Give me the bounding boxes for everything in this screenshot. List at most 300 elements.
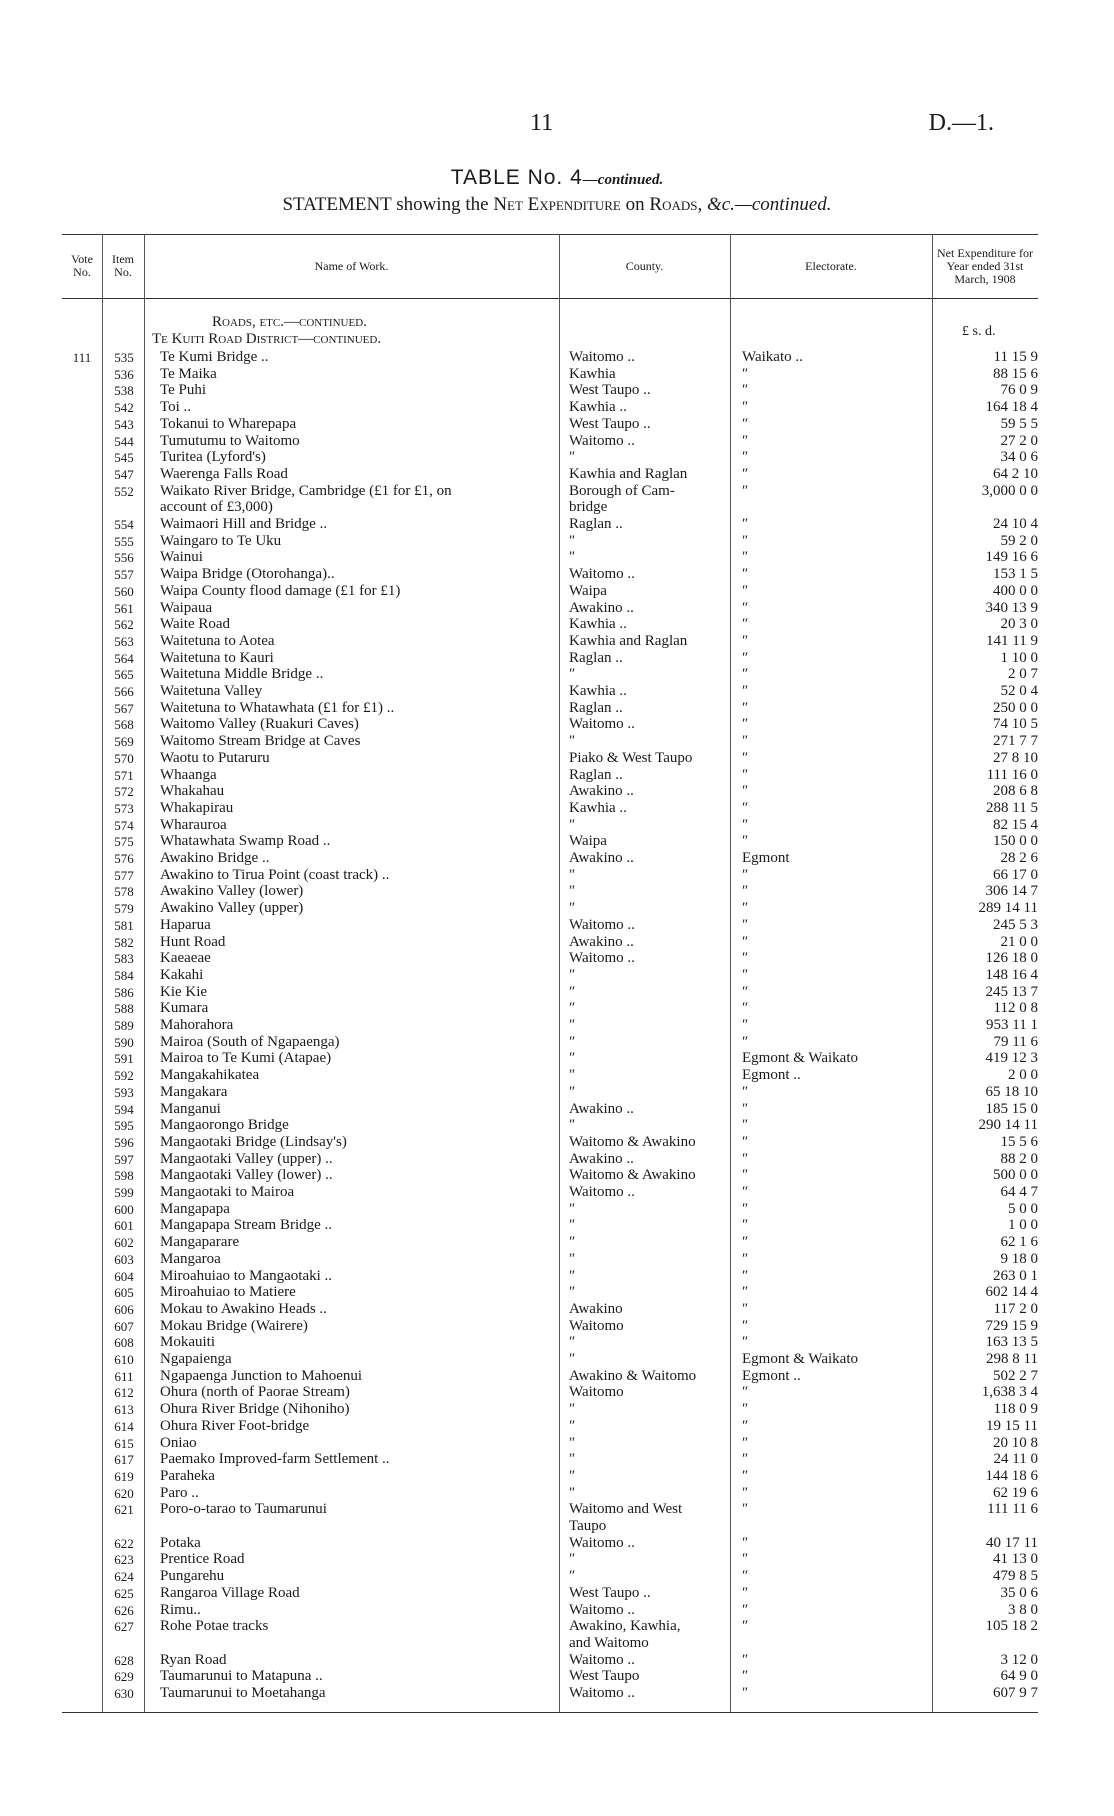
county-name: ″: [569, 1467, 576, 1484]
electorate-name: ″: [742, 1217, 749, 1234]
item-number: 589: [114, 1018, 134, 1033]
electorate-name: ″: [742, 950, 749, 967]
item-number: 575: [114, 834, 134, 850]
table-row: [62, 1418, 1038, 1435]
item-number: 606: [114, 1301, 134, 1317]
table-row: [62, 1000, 1038, 1017]
county-name: ″: [569, 1551, 576, 1568]
work-name: Mairoa (South of Ngapaenga): [160, 1033, 340, 1050]
item-number: 593: [114, 1084, 134, 1100]
table-row: [62, 1401, 1038, 1418]
work-name: Paraheka: [160, 1467, 215, 1484]
county-name: Waitomo: [569, 1317, 624, 1334]
county-name: ″: [569, 1217, 576, 1234]
table-row: [62, 1618, 1038, 1635]
expenditure-table: [62, 234, 1038, 1714]
work-name: Wharauroa: [160, 816, 227, 833]
expenditure-amount: 34 0 6: [1000, 449, 1038, 466]
item-number: 543: [114, 416, 134, 432]
electorate-name: ″: [742, 449, 749, 466]
expenditure-amount: 41 13 0: [993, 1551, 1038, 1568]
item-number: 552: [114, 483, 134, 499]
work-name: Awakino Valley (lower): [160, 883, 304, 900]
district-heading-text: Te Kuiti Road District—continued.: [152, 331, 382, 347]
county-name: Kawhia ..: [569, 616, 627, 633]
electorate-name: ″: [742, 1167, 749, 1184]
table-row: [62, 1117, 1038, 1134]
electorate-name: ″: [742, 516, 749, 532]
electorate-name: ″: [742, 749, 749, 766]
work-name: Waitetuna Middle Bridge ..: [160, 666, 324, 683]
column-header-vote: Vote No.: [71, 252, 93, 279]
electorate-name: ″: [742, 482, 749, 499]
work-name: Ohura River Foot-bridge: [160, 1417, 310, 1434]
county-name: Kawhia ..: [569, 799, 627, 816]
county-name: Kawhia and Raglan: [569, 632, 688, 649]
work-name: Toi ..: [160, 399, 192, 416]
county-name: ″: [569, 1033, 576, 1050]
county-name: ″: [569, 983, 576, 1000]
expenditure-amount: 111 16 0: [986, 766, 1038, 783]
work-name: Whakahau: [160, 783, 225, 800]
item-number: 579: [114, 901, 134, 917]
table-row: [62, 934, 1038, 951]
electorate-name: ″: [742, 1000, 749, 1017]
county-name: ″: [569, 1434, 576, 1451]
electorate-name: ″: [742, 666, 749, 683]
electorate-name: ″: [742, 916, 749, 933]
item-number: 582: [114, 934, 134, 950]
electorate-name: ″: [742, 1501, 749, 1518]
expenditure-amount: 64 4 7: [1000, 1184, 1038, 1200]
table-row: [62, 1318, 1038, 1335]
expenditure-amount: 35 0 6: [1000, 1584, 1038, 1601]
item-number: 556: [114, 550, 134, 566]
statement-heading: [0, 194, 1114, 216]
table-row: [62, 382, 1038, 399]
county-name: Awakino ..: [569, 1150, 634, 1167]
work-name: Tokanui to Wharepapa: [160, 415, 297, 432]
work-name: Waotu to Putaruru: [160, 749, 270, 766]
item-number: 629: [114, 1669, 134, 1685]
work-name: Paro ..: [160, 1484, 199, 1501]
work-name: account of £3,000): [160, 499, 273, 516]
item-number: 560: [114, 583, 134, 599]
table-bottom-rule: [62, 1712, 1038, 1713]
electorate-name: ″: [742, 783, 749, 800]
table-row: [62, 1435, 1038, 1452]
item-number: 622: [114, 1535, 134, 1551]
expenditure-amount: 479 8 5: [993, 1568, 1038, 1585]
electorate-name: ″: [742, 382, 749, 399]
county-name: ″: [569, 1334, 576, 1351]
table-row: [62, 1284, 1038, 1301]
work-name: Kumara: [160, 1000, 209, 1017]
electorate-name: ″: [742, 1083, 749, 1100]
table-row: [62, 1084, 1038, 1101]
county-name: Borough of Cam-: [569, 482, 675, 499]
electorate-name: ″: [742, 1250, 749, 1267]
county-name: ″: [569, 1284, 576, 1301]
county-name: ″: [569, 1083, 576, 1100]
county-name: ″: [569, 1568, 576, 1585]
work-name: Poro-o-tarao to Taumarunui: [160, 1501, 327, 1518]
table-row: [62, 967, 1038, 984]
item-number: 542: [114, 400, 134, 416]
expenditure-amount: 27 2 0: [1000, 432, 1038, 449]
expenditure-amount: 288 11 5: [986, 799, 1038, 816]
table-row: [62, 1034, 1038, 1051]
work-name: Waimaori Hill and Bridge ..: [160, 516, 328, 532]
expenditure-amount: 250 0 0: [993, 699, 1038, 716]
work-name: Paemako Improved-farm Settlement ..: [160, 1451, 390, 1468]
table-row: [62, 867, 1038, 884]
county-name: Awakino: [569, 1300, 623, 1317]
county-name: ″: [569, 1200, 576, 1217]
county-name: ″: [569, 1050, 576, 1067]
electorate-name: ″: [742, 866, 749, 883]
work-name: Waitomo Valley (Ruakuri Caves): [160, 716, 359, 733]
work-name: Waitetuna to Whatawhata (£1 for £1) ..: [160, 699, 395, 716]
work-name: Ohura River Bridge (Nihoniho): [160, 1401, 350, 1418]
county-name: Waipa: [569, 582, 607, 599]
work-name: Mangakara: [160, 1083, 228, 1100]
county-name: Awakino & Waitomo: [569, 1367, 697, 1384]
column-header-expenditure: Net Expenditure for Year ended 31st March, 1908: [937, 245, 1033, 286]
item-number: 591: [114, 1051, 134, 1067]
table-row: [62, 883, 1038, 900]
item-number: 619: [114, 1468, 134, 1484]
item-number: 535: [114, 350, 134, 365]
item-number: 565: [114, 667, 134, 683]
table-row: [62, 1368, 1038, 1385]
county-name: ″: [569, 1451, 576, 1468]
item-number: 588: [114, 1001, 134, 1017]
table-row: [62, 499, 1038, 516]
county-name: Raglan ..: [569, 766, 623, 783]
county-name: West Taupo ..: [569, 382, 651, 399]
electorate-name: ″: [742, 549, 749, 566]
item-number: 610: [114, 1352, 134, 1367]
county-name: ″: [569, 1401, 576, 1418]
expenditure-amount: 20 10 8: [993, 1434, 1038, 1451]
electorate-name: ″: [742, 1100, 749, 1117]
expenditure-amount: 149 16 6: [985, 549, 1038, 566]
table-row: [62, 483, 1038, 500]
item-number: 607: [114, 1318, 134, 1334]
work-name: Pungarehu: [160, 1568, 225, 1585]
electorate-name: ″: [742, 1417, 749, 1434]
expenditure-amount: 3,000 0 0: [981, 482, 1038, 499]
expenditure-amount: 245 5 3: [993, 916, 1038, 933]
county-name: Waipa: [569, 833, 607, 850]
electorate-name: ″: [742, 1434, 749, 1451]
county-name: Waitomo: [569, 1384, 624, 1401]
item-number: 614: [114, 1418, 134, 1434]
table-row: [62, 1201, 1038, 1218]
table-row: [62, 700, 1038, 717]
expenditure-amount: 88 2 0: [1000, 1150, 1038, 1167]
district-heading: [152, 331, 381, 348]
table-row: [62, 1518, 1038, 1535]
county-name: Waitomo ..: [569, 1685, 635, 1701]
electorate-name: ″: [742, 1384, 749, 1401]
table-row: [62, 1067, 1038, 1084]
item-number: 601: [114, 1218, 134, 1234]
table-row: [62, 1251, 1038, 1268]
work-name: Ngapaienga: [160, 1351, 232, 1367]
expenditure-amount: 150 0 0: [993, 833, 1038, 850]
electorate-name: ″: [742, 1584, 749, 1601]
electorate-name: ″: [742, 1467, 749, 1484]
item-number: 566: [114, 684, 134, 699]
work-name: Mangaroa: [160, 1250, 221, 1267]
work-name: Taumarunui to Moetahanga: [160, 1685, 326, 1701]
item-number: 604: [114, 1268, 134, 1284]
table-row: [62, 1635, 1038, 1652]
expenditure-amount: 1,638 3 4: [981, 1384, 1038, 1401]
county-name: ″: [569, 1000, 576, 1017]
electorate-name: ″: [742, 1284, 749, 1301]
electorate-name: ″: [742, 566, 749, 583]
item-number: 569: [114, 734, 134, 750]
expenditure-amount: 3 12 0: [1000, 1651, 1038, 1668]
electorate-name: ″: [742, 699, 749, 716]
expenditure-amount: 59 5 5: [1000, 415, 1038, 432]
table-row: [62, 1451, 1038, 1468]
expenditure-amount: 144 18 6: [985, 1467, 1038, 1484]
electorate-name: ″: [742, 1685, 749, 1701]
expenditure-amount: 111 11 6: [987, 1501, 1038, 1518]
table-row: [62, 1134, 1038, 1151]
county-name: Awakino ..: [569, 1100, 634, 1117]
work-name: Mokauiti: [160, 1334, 215, 1351]
work-name: Waite Road: [160, 616, 231, 633]
county-name: Waitomo ..: [569, 349, 635, 365]
item-number: 603: [114, 1251, 134, 1267]
table-row: [62, 1351, 1038, 1368]
work-name: Rimu..: [160, 1601, 201, 1618]
item-number: 599: [114, 1185, 134, 1200]
expenditure-amount: 9 18 0: [1000, 1250, 1038, 1267]
table-row: [62, 917, 1038, 934]
county-name: Waitomo ..: [569, 1184, 635, 1200]
table-row: [62, 1551, 1038, 1568]
county-name: ″: [569, 1117, 576, 1134]
expenditure-amount: 24 11 0: [993, 1451, 1038, 1468]
expenditure-amount: 82 15 4: [993, 816, 1038, 833]
electorate-name: ″: [742, 399, 749, 416]
statement-mid: on: [620, 194, 650, 215]
county-name: ″: [569, 549, 576, 566]
expenditure-amount: 74 10 5: [993, 716, 1038, 733]
table-row: [62, 616, 1038, 633]
expenditure-amount: 1 0 0: [1008, 1217, 1038, 1234]
table-row: [62, 783, 1038, 800]
table-row: [62, 900, 1038, 917]
work-name: Mangakahikatea: [160, 1067, 260, 1084]
item-number: 584: [114, 967, 134, 983]
expenditure-amount: 88 15 6: [993, 365, 1038, 382]
county-name: Waitomo & Awakino: [569, 1133, 696, 1150]
table-row: [62, 549, 1038, 566]
vote-number: 111: [72, 350, 92, 365]
electorate-name: ″: [742, 1401, 749, 1418]
electorate-name: ″: [742, 616, 749, 633]
electorate-name: ″: [742, 766, 749, 783]
electorate-name: ″: [742, 1317, 749, 1334]
item-number: 621: [114, 1502, 134, 1518]
table-row: [62, 1301, 1038, 1318]
table-row: [62, 1151, 1038, 1168]
county-name: ″: [569, 1017, 576, 1033]
electorate-name: ″: [742, 733, 749, 750]
work-name: Awakino Valley (upper): [160, 900, 304, 917]
work-name: Ngapaenga Junction to Mahoenui: [160, 1367, 363, 1384]
expenditure-amount: 153 1 5: [993, 566, 1038, 583]
expenditure-amount: 21 0 0: [1000, 933, 1038, 950]
table-row: [62, 583, 1038, 600]
item-number: 624: [114, 1569, 134, 1585]
item-number: 605: [114, 1285, 134, 1301]
table-row: [62, 566, 1038, 583]
table-row: [62, 833, 1038, 850]
section-heading-text: Roads, etc.—continued.: [212, 314, 367, 330]
electorate-name: Egmont ..: [742, 1367, 801, 1384]
work-name: Mangaparare: [160, 1234, 240, 1251]
expenditure-amount: 62 19 6: [993, 1484, 1038, 1501]
work-name: Waipaua: [160, 599, 213, 616]
work-name: Mangaotaki Valley (lower) ..: [160, 1167, 333, 1184]
electorate-name: ″: [742, 465, 749, 482]
work-name: Waingaro to Te Uku: [160, 532, 282, 549]
electorate-name: ″: [742, 1484, 749, 1501]
work-name: Ryan Road: [160, 1651, 227, 1668]
item-number: 544: [114, 433, 134, 449]
item-number: 562: [114, 617, 134, 633]
expenditure-amount: 419 12 3: [985, 1050, 1038, 1067]
county-name: Waitomo ..: [569, 1534, 635, 1551]
electorate-name: ″: [742, 1184, 749, 1200]
electorate-name: ″: [742, 365, 749, 382]
county-name: ″: [569, 666, 576, 683]
page-number: 11: [530, 110, 554, 136]
expenditure-amount: 2 0 7: [1008, 666, 1038, 683]
expenditure-amount: 27 8 10: [993, 749, 1038, 766]
electorate-name: ″: [742, 532, 749, 549]
electorate-name: Egmont & Waikato: [742, 1050, 859, 1067]
table-row: [62, 767, 1038, 784]
item-number: 554: [114, 517, 134, 532]
table-row: [62, 399, 1038, 416]
table-row: [62, 516, 1038, 533]
currency-heading: £ s. d.: [962, 324, 996, 339]
table-row: [62, 349, 1038, 366]
item-number: 626: [114, 1602, 134, 1618]
county-name: ″: [569, 733, 576, 750]
electorate-name: ″: [742, 883, 749, 900]
expenditure-amount: 953 11 1: [986, 1017, 1038, 1033]
county-name: Kawhia: [569, 365, 616, 382]
table-row: [62, 733, 1038, 750]
work-name: Turitea (Lyford's): [160, 449, 266, 466]
electorate-name: ″: [742, 1601, 749, 1618]
work-name: Waipa Bridge (Otorohanga)..: [160, 566, 335, 583]
work-name: Mangapapa Stream Bridge ..: [160, 1217, 333, 1234]
table-row: [62, 1384, 1038, 1401]
electorate-name: ″: [742, 1551, 749, 1568]
county-name: Awakino ..: [569, 850, 634, 866]
work-name: Waitetuna to Kauri: [160, 649, 274, 666]
county-name: Awakino, Kawhia,: [569, 1618, 681, 1635]
electorate-name: ″: [742, 1300, 749, 1317]
expenditure-amount: 19 15 11: [986, 1417, 1038, 1434]
expenditure-amount: 271 7 7: [993, 733, 1038, 750]
work-name: Waitomo Stream Bridge at Caves: [160, 733, 361, 750]
item-number: 576: [114, 851, 134, 866]
expenditure-amount: 245 13 7: [985, 983, 1038, 1000]
county-name: West Taupo ..: [569, 415, 651, 432]
table-row: [62, 1485, 1038, 1502]
table-title-text: TABLE No. 4: [450, 166, 583, 189]
item-number: 557: [114, 567, 134, 583]
expenditure-amount: 163 13 5: [985, 1334, 1038, 1351]
table-row: [62, 466, 1038, 483]
item-number: 598: [114, 1168, 134, 1184]
column-header-county: County.: [625, 258, 664, 273]
electorate-name: ″: [742, 1568, 749, 1585]
expenditure-amount: 24 10 4: [993, 516, 1038, 532]
expenditure-amount: 263 0 1: [993, 1267, 1038, 1284]
table-row: [62, 683, 1038, 700]
table-row: [62, 984, 1038, 1001]
table-row: [62, 1050, 1038, 1067]
electorate-name: ″: [742, 799, 749, 816]
county-name: Awakino ..: [569, 599, 634, 616]
work-name: Hunt Road: [160, 933, 226, 950]
table-row: [62, 817, 1038, 834]
electorate-name: ″: [742, 1651, 749, 1668]
expenditure-amount: 117 2 0: [993, 1300, 1038, 1317]
expenditure-amount: 65 18 10: [985, 1083, 1038, 1100]
electorate-name: ″: [742, 632, 749, 649]
electorate-name: ″: [742, 1668, 749, 1685]
expenditure-amount: 11 15 9: [993, 349, 1038, 365]
expenditure-amount: 164 18 4: [985, 399, 1038, 416]
item-number: 625: [114, 1585, 134, 1601]
expenditure-amount: 3 8 0: [1008, 1601, 1038, 1618]
work-name: Mahorahora: [160, 1017, 234, 1033]
work-name: Awakino Bridge ..: [160, 850, 270, 866]
item-number: 586: [114, 984, 134, 1000]
column-header-item: Item No.: [112, 252, 134, 279]
county-name: ″: [569, 966, 576, 983]
work-name: Miroahuiao to Matiere: [160, 1284, 296, 1301]
expenditure-amount: 66 17 0: [993, 866, 1038, 883]
county-name: ″: [569, 1417, 576, 1434]
expenditure-amount: 20 3 0: [1000, 616, 1038, 633]
county-name: Raglan ..: [569, 516, 623, 532]
electorate-name: ″: [742, 1150, 749, 1167]
table-row: [62, 600, 1038, 617]
work-name: Wainui: [160, 549, 203, 566]
county-name: Raglan ..: [569, 649, 623, 666]
county-name: ″: [569, 866, 576, 883]
work-name: Potaka: [160, 1534, 201, 1551]
work-name: Mokau Bridge (Wairere): [160, 1317, 308, 1334]
table-row: [62, 716, 1038, 733]
county-name: Waitomo ..: [569, 566, 635, 583]
